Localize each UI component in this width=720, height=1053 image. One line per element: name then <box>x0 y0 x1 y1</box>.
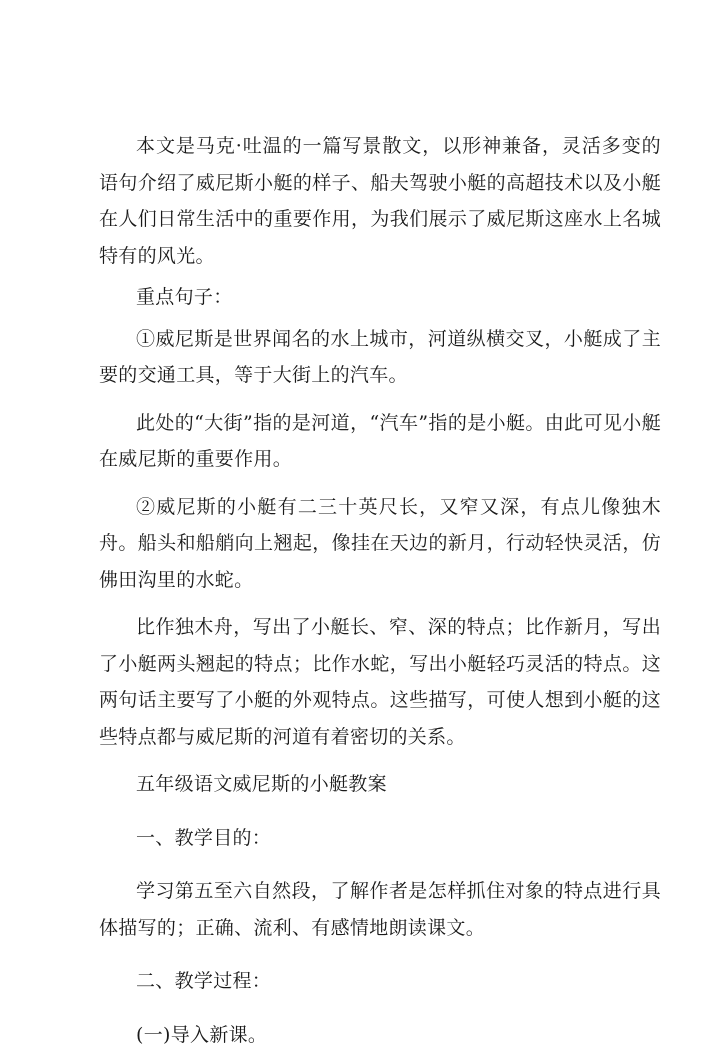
key-sentence-2: ②威尼斯的小艇有二三十英尺长，又窄又深，有点儿像独木舟。船头和船艄向上翘起，像挂在天边的新月，行动轻快灵活，仿佛田沟里的水蛇。 <box>99 489 661 599</box>
key-sentence-1-analysis: 此处的“大街”指的是河道，“汽车”指的是小艇。由此可见小艇在威尼斯的重要作用。 <box>99 405 661 478</box>
document-page <box>99 128 661 1053</box>
lesson-plan-title: 五年级语文威尼斯的小艇教案 <box>99 766 661 803</box>
key-sentence-2-analysis: 比作独木舟，写出了小艇长、窄、深的特点；比作新月，写出了小艇两头翘起的特点；比作水蛇，写出小艇轻巧灵活的特点。这两句话主要写了小艇的外观特点。这些描写，可使人想到小艇的这些特点都与威尼斯的河道有着密切的关系。 <box>99 609 661 755</box>
key-sentence-1: ①威尼斯是世界闻名的水上城市，河道纵横交叉，小艇成了主要的交通工具，等于大街上的汽车。 <box>99 321 661 394</box>
objectives-text: 学习第五至六自然段，了解作者是怎样抓住对象的特点进行具体描写的；正确、流利、有感情地朗读课文。 <box>99 873 661 946</box>
key-sentences-heading: 重点句子： <box>99 279 661 316</box>
intro-paragraph: 本文是马克·吐温的一篇写景散文，以形神兼备，灵活多变的语句介绍了威尼斯小艇的样子、船夫驾驶小艇的高超技术以及小艇在人们日常生活中的重要作用，为我们展示了威尼斯这座水上名城特有的风光。 <box>99 128 661 274</box>
section-objectives-heading: 一、教学目的： <box>99 820 661 857</box>
section-process-heading: 二、教学过程： <box>99 963 661 1000</box>
step-introduction: (一)导入新课。 <box>99 1017 661 1053</box>
